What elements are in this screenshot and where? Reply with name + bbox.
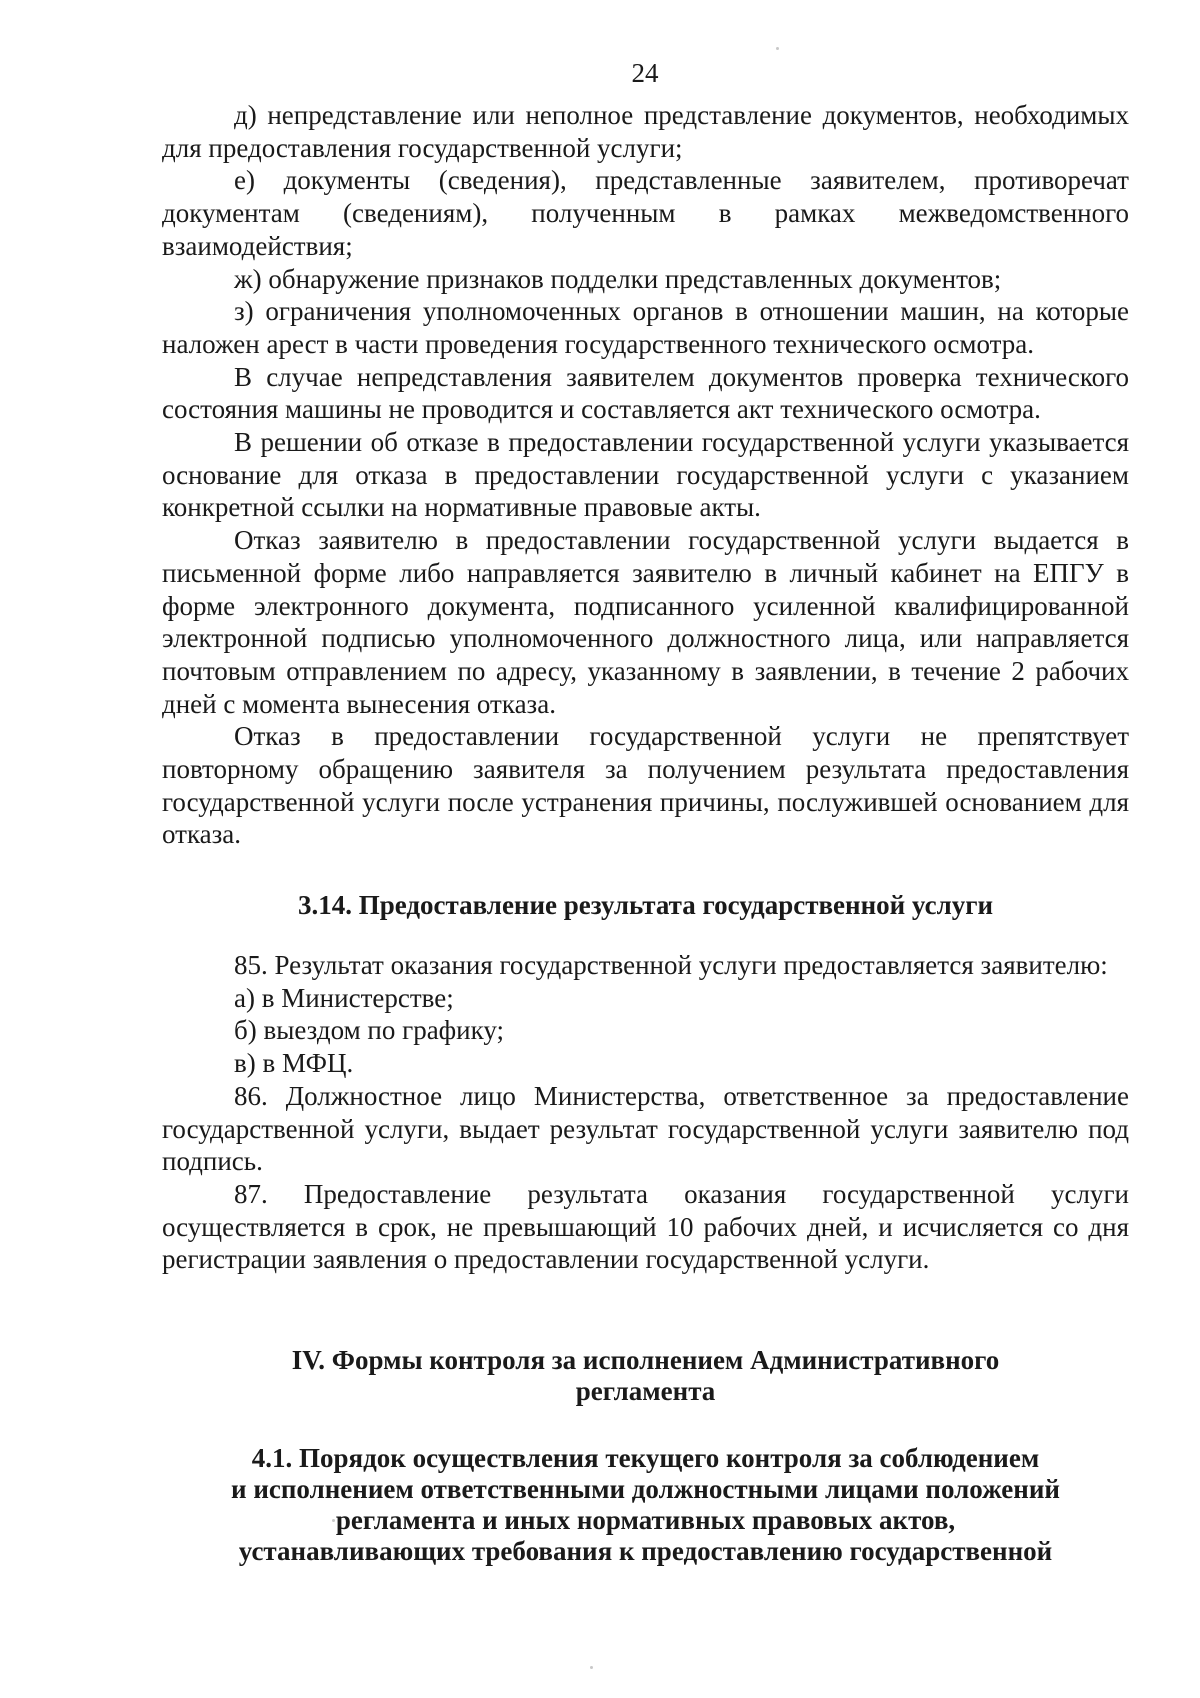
heading-line: 4.1. Порядок осуществления текущего контроля за соблюдением [251,1443,1040,1473]
heading-line: устанавливающих требования к предоставлению государственной [238,1536,1053,1566]
result-paragraph: 86. Должностное лицо Министерства, ответственное за предоставление государственной услуги, выдает результат государственной услуги заявителю под подпись. [162,1080,1129,1177]
scan-speck [590,1666,593,1669]
page-number: 24 [631,58,659,88]
refusal-paragraph: Отказ в предоставлении государственной услуги не препятствует повторному обращению заявителя за получением результата предоставления государственной услуги после устранения причины, послужившей основанием для отказа. [162,721,1129,850]
refusal-paragraph: ж) обнаружение признаков подделки представленных документов; [234,263,1002,294]
refusal-paragraph: Отказ заявителю в предоставлении государственной услуги выдается в письменной форме либо направляется заявителю в личный кабинет на ЕПГУ в форме электронного документа, подписанного усиленной квалифицированной электронной подписью уполномоченного должностного лица, или направляется почтовым отправлением по адресу, указанному в заявлении, в течение 2 рабочих дней с момента вынесения отказа. [162,525,1129,719]
refusal-paragraph: д) непредставление или неполное представление документов, необходимых для предоставления государственной услуги; [162,100,1129,163]
result-paragraph: 85. Результат оказания государственной услуги предоставляется заявителю: [234,950,1108,980]
result-paragraph: б) выездом по графику; [234,1015,504,1046]
refusal-paragraph: е) документы (сведения), представленные заявителем, противоречат документам (сведениям), полученным в рамках межведомственного взаимодействия; [162,165,1129,261]
section-heading-3-14: 3.14. Предоставление результата государственной услуги [297,890,994,920]
result-paragraph: 87. Предоставление результата оказания государственной услуги осуществляется в срок, не превышающий 10 рабочих дней, и исчисляется со дня регистрации заявления о предоставлении государственной услуги. [162,1178,1129,1275]
heading-line: IV. Формы контроля за исполнением Административного [291,1345,1000,1375]
refusal-paragraph: В решении об отказе в предоставлении государственной услуги указывается основание для отказа в предоставлении государственной услуги с указанием конкретной ссылки на нормативные правовые акты. [162,427,1129,523]
result-paragraph: а) в Министерстве; [234,982,454,1013]
scan-speck [776,47,779,50]
refusal-paragraph: з) ограничения уполномоченных органов в отношении машин, на которые наложен арест в части проведения государственного технического осмотра. [162,296,1129,359]
scan-speck [332,1519,335,1522]
section-heading-4-1 [162,1443,1129,1567]
heading-line: и исполнением ответственными должностными лицами положений [231,1474,1060,1504]
text-block-result-provision [162,949,1129,1276]
result-paragraph: в) в МФЦ. [234,1048,354,1079]
refusal-paragraph: В случае непредставления заявителем документов проверка технического состояния машины не проводится и составляется акт технического осмотра. [162,361,1129,425]
heading-line: регламента и иных нормативных правовых актов, [335,1505,956,1535]
text-block-refusal-grounds [162,99,1129,851]
heading-line: регламента [575,1376,716,1406]
chapter-heading-iv [162,1345,1129,1407]
